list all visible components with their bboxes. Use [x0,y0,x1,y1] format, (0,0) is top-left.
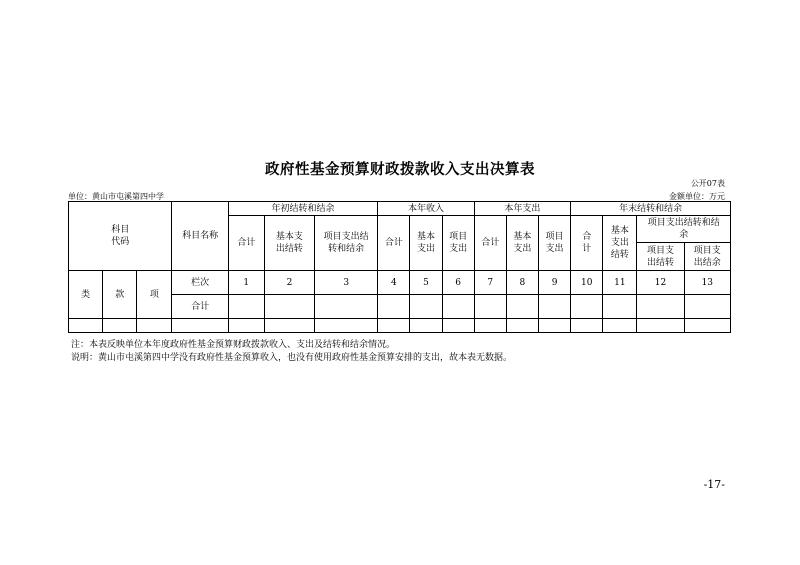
column-index-label: 栏次 [172,271,228,295]
header-subject-name: 科目名称 [172,202,228,271]
empty-cell [228,295,264,319]
header-expense-project: 项目 支出 [538,216,570,271]
empty-cell [410,319,442,333]
empty-cell [228,319,264,333]
empty-cell [538,295,570,319]
column-number: 7 [474,271,506,295]
col-kuan: 款 [103,271,137,319]
column-number: 6 [442,271,474,295]
explanation-text: 说明：黄山市屯溪第四中学没有政府性基金预算收入，也没有使用政府性基金预算安排的支出，故本表无数据。 [71,353,513,363]
column-number: 9 [538,271,570,295]
notes [71,339,512,365]
empty-cell [603,295,637,319]
empty-cell [378,295,410,319]
empty-cell [637,295,684,319]
reporting-unit: 单位：黄山市屯溪第四中学 [68,192,164,201]
header-end-basic: 基本 支出 结转 [603,216,637,271]
header-expense-total: 合计 [474,216,506,271]
note-text: 注：本表反映单位本年度政府性基金预算财政拨款收入、支出及结转和结余情况。 [71,340,396,350]
col-lei: 类 [69,271,103,319]
empty-cell [538,319,570,333]
empty-cell [506,319,538,333]
column-number: 13 [684,271,730,295]
header-income-project: 项目 支出 [442,216,474,271]
header-group-start: 年初结转和结余 [228,202,378,216]
header-subject-code: 科目 代码 [69,202,172,271]
empty-cell [69,319,103,333]
empty-cell [442,295,474,319]
budget-table [68,201,731,333]
column-number: 2 [264,271,314,295]
empty-cell [264,295,314,319]
header-end-project-carry: 项目支 出结转 [637,243,684,271]
column-number: 3 [315,271,378,295]
page-number: -17- [703,478,725,491]
empty-cell [474,319,506,333]
header-start-basic: 基本支 出结转 [264,216,314,271]
document-title: 政府性基金预算财政拨款收入支出决算表 [265,161,535,178]
header-income-total: 合计 [378,216,410,271]
col-xiang: 项 [137,271,172,319]
header-group-expense: 本年支出 [474,202,570,216]
empty-cell [571,319,603,333]
empty-cell [315,295,378,319]
header-group-income: 本年收入 [378,202,474,216]
form-code: 公开07表 [690,179,725,188]
amount-unit: 金额单位：万元 [669,192,725,201]
empty-cell [137,319,172,333]
column-number: 12 [637,271,684,295]
column-number: 1 [228,271,264,295]
total-row-label: 合计 [172,295,228,319]
column-number: 10 [571,271,603,295]
header-end-project-balance: 项目支 出结余 [684,243,730,271]
empty-cell [410,295,442,319]
empty-cell [684,319,730,333]
column-number: 4 [378,271,410,295]
column-number: 8 [506,271,538,295]
column-number: 5 [410,271,442,295]
empty-cell [378,319,410,333]
column-number: 11 [603,271,637,295]
header-start-total: 合计 [228,216,264,271]
empty-cell [603,319,637,333]
empty-cell [264,319,314,333]
empty-cell [103,319,137,333]
header-group-end: 年末结转和结余 [571,202,731,216]
empty-cell [506,295,538,319]
empty-cell [571,295,603,319]
header-end-project-group: 项目支出结转和结 余 [637,216,731,243]
empty-cell [637,319,684,333]
empty-cell [474,295,506,319]
header-income-basic: 基本 支出 [410,216,442,271]
header-end-total: 合 计 [571,216,603,271]
empty-cell [315,319,378,333]
header-start-project: 项目支出结 转和结余 [315,216,378,271]
empty-cell [684,295,730,319]
empty-cell [442,319,474,333]
header-expense-basic: 基本 支出 [506,216,538,271]
empty-cell [172,319,228,333]
